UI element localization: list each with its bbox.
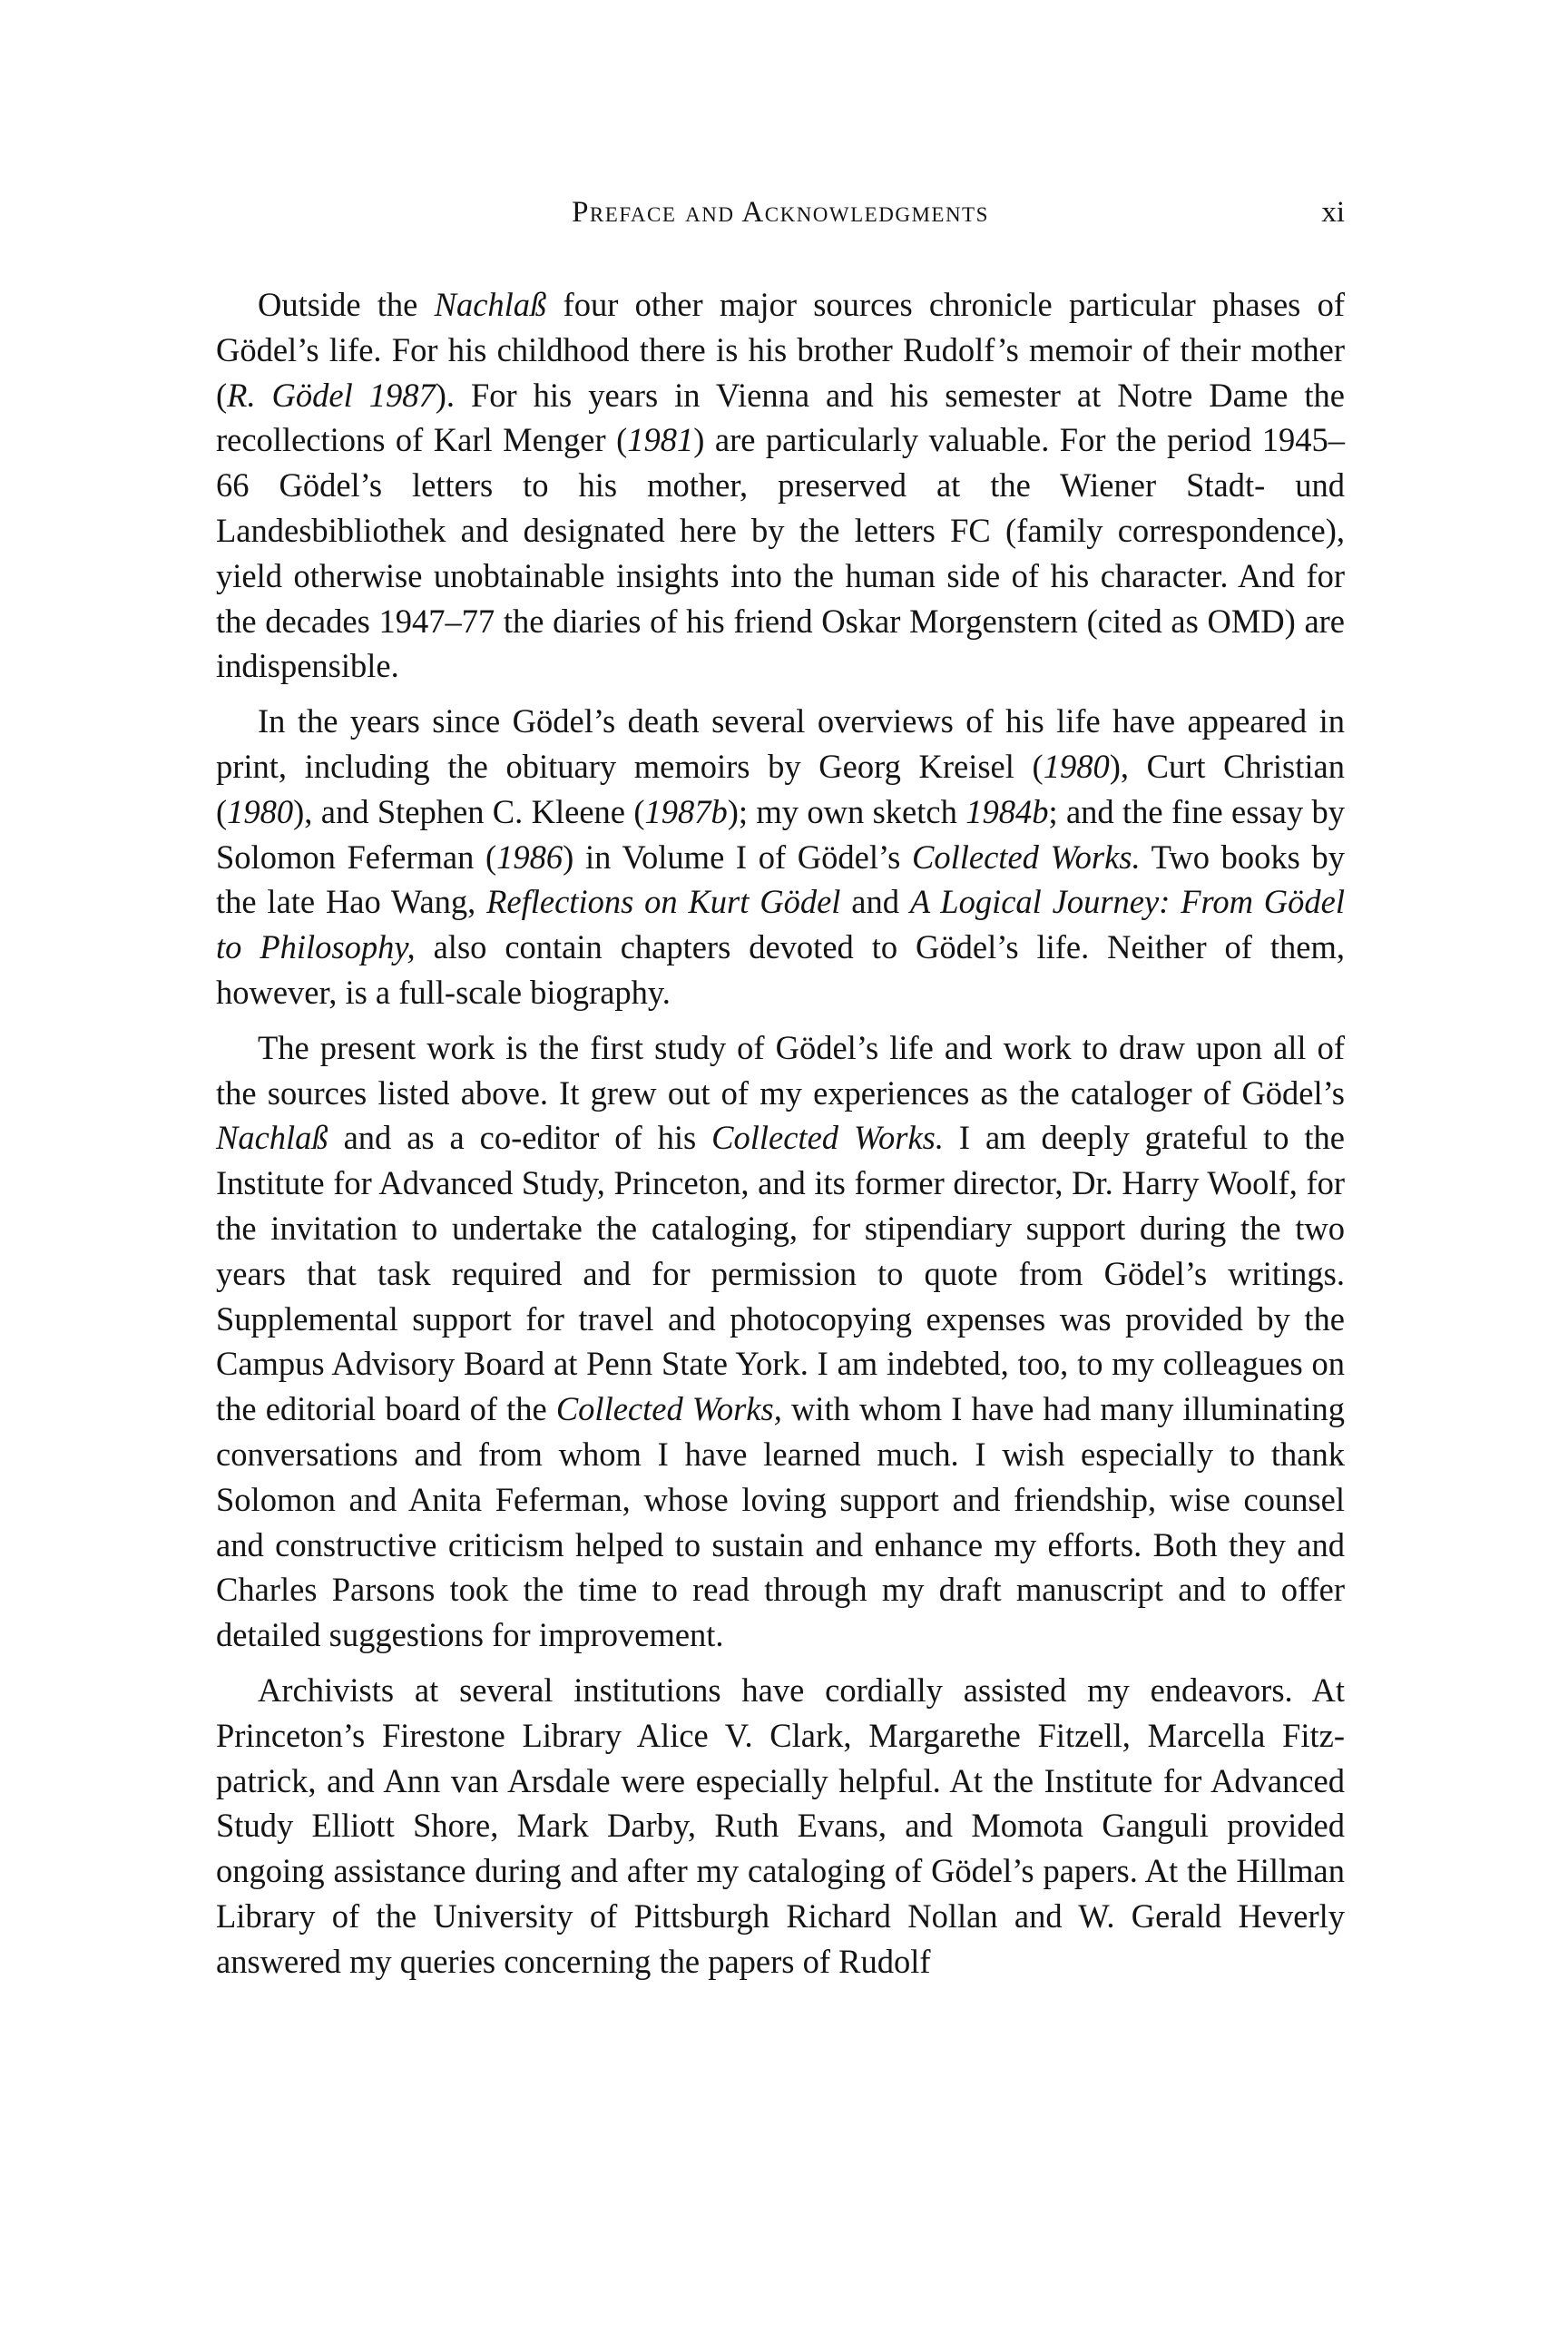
italic-text-segment: Collected Works. <box>711 1119 944 1157</box>
text-segment: with whom I have had many illuminating conversations and from whom I have learned much. I wish especially to thank Solomon and Anita Feferman, whose loving support and friendship, wise counsel and constructive criticism helped to sustain and enhance my efforts. Both they and Charles Parsons took the time to read through my draft manuscript and to offer detailed suggestions for improvement. <box>216 1390 1345 1654</box>
text-segment: ) in Volume I of Gödel’s <box>563 838 913 876</box>
italic-text-segment: 1980 <box>1043 747 1110 785</box>
paragraph-sources <box>216 282 1345 689</box>
text-segment: In the years since Gödel’s death several overviews of his life have appeared in print, including the obituary memoirs by Georg Kreisel ( <box>216 702 1345 785</box>
running-head <box>216 187 1345 238</box>
text-segment: ). For his years in Vienna and his semester at Notre Dame the recollections of Karl Menger ( <box>216 376 1346 459</box>
text-segment: ), and Stephen C. Kleene ( <box>293 792 645 830</box>
italic-text-segment: 1981 <box>627 421 694 459</box>
italic-text-segment: 1987b <box>644 792 728 830</box>
paragraph-overviews <box>216 699 1345 1015</box>
paragraph-archivists <box>216 1668 1345 1984</box>
page-number: xi <box>1321 196 1345 229</box>
text-segment: Outside the <box>258 286 435 323</box>
italic-text-segment: Reflections on Kurt Gödel <box>486 883 841 921</box>
italic-text-segment: Collected Works. <box>912 838 1141 876</box>
italic-text-segment: 1984b <box>965 792 1049 830</box>
body-text <box>216 282 1345 1984</box>
text-segment: ), Curt Christian ( <box>216 747 1345 830</box>
running-title: Preface and Acknowledgments <box>572 196 989 229</box>
text-segment: ); my own sketch <box>727 792 966 830</box>
text-segment: Archivists at several institutions have cordially assisted my endeavors. At Princeton’s Firestone Library Alice V. Clark, Margarethe Fitzell, Marcella Fitzpatrick, and Ann van Arsdale were especially helpful. At the Institute for Advanced Study Elliott Shore, Mark Darby, Ruth Evans, and Momota Ganguli provided ongoing assistance during and after my cataloging of Gödel’s papers. At the Hillman Library of the University of Pittsburgh Richard Nollan and W. Gerald Heverly answered my queries concerning the papers of Rudolf <box>216 1671 1345 1980</box>
text-segment: ) are particularly valuable. For the period 1945–66 Gödel’s letters to his mother, preserved at the Wiener Stadt- und Landesbibliothek and designated here by the letters FC (family correspondence), yield otherwise unobtainable insights into the human side of his character. And for the decades 1947–77 the diaries of his friend Oskar Morgenstern (cited as OMD) are indispensible. <box>216 421 1345 685</box>
text-segment: also contain chapters devoted to Gödel’s life. Neither of them, however, is a full-scale biography. <box>216 928 1346 1011</box>
text-segment: four other major sources chronicle particular phases of Gödel’s life. For his childhood there is his brother Rudolf’s memoir of their mother ( <box>216 286 1345 414</box>
italic-text-segment: Nachlaß <box>216 1119 328 1157</box>
text-segment: Two books by the late Hao Wang, <box>216 838 1345 921</box>
text-segment: The present work is the first study of Gödel’s life and work to draw upon all of the sources listed above. It grew out of my experiences as the cataloger of Gödel’s <box>216 1028 1345 1112</box>
italic-text-segment: 1980 <box>227 792 294 830</box>
italic-text-segment: Nachlaß <box>434 286 547 323</box>
text-segment: ; and the fine essay by Solomon Feferman ( <box>216 792 1345 876</box>
italic-text-segment: 1986 <box>496 838 564 876</box>
text-segment: and as a co-editor of his <box>328 1119 712 1157</box>
italic-text-segment: A Logical Journey: From Gödel to Philosophy, <box>216 883 1345 966</box>
text-segment: I am deeply grateful to the Institute for Advanced Study, Princeton, and its former director, Dr. Harry Woolf, for the invitation to undertake the cataloging, for stipendiary support during the two years that task required and for permission to quote from Gödel’s writings. Supplemental support for travel and photocopying expenses was provided by the Campus Advisory Board at Penn State York. I am indebted, too, to my colleagues on the editorial board of the <box>216 1119 1345 1428</box>
italic-text-segment: R. Gödel 1987 <box>227 376 436 414</box>
paragraph-present-work <box>216 1025 1345 1658</box>
text-segment: and <box>840 883 910 921</box>
italic-text-segment: Collected Works, <box>555 1390 782 1428</box>
